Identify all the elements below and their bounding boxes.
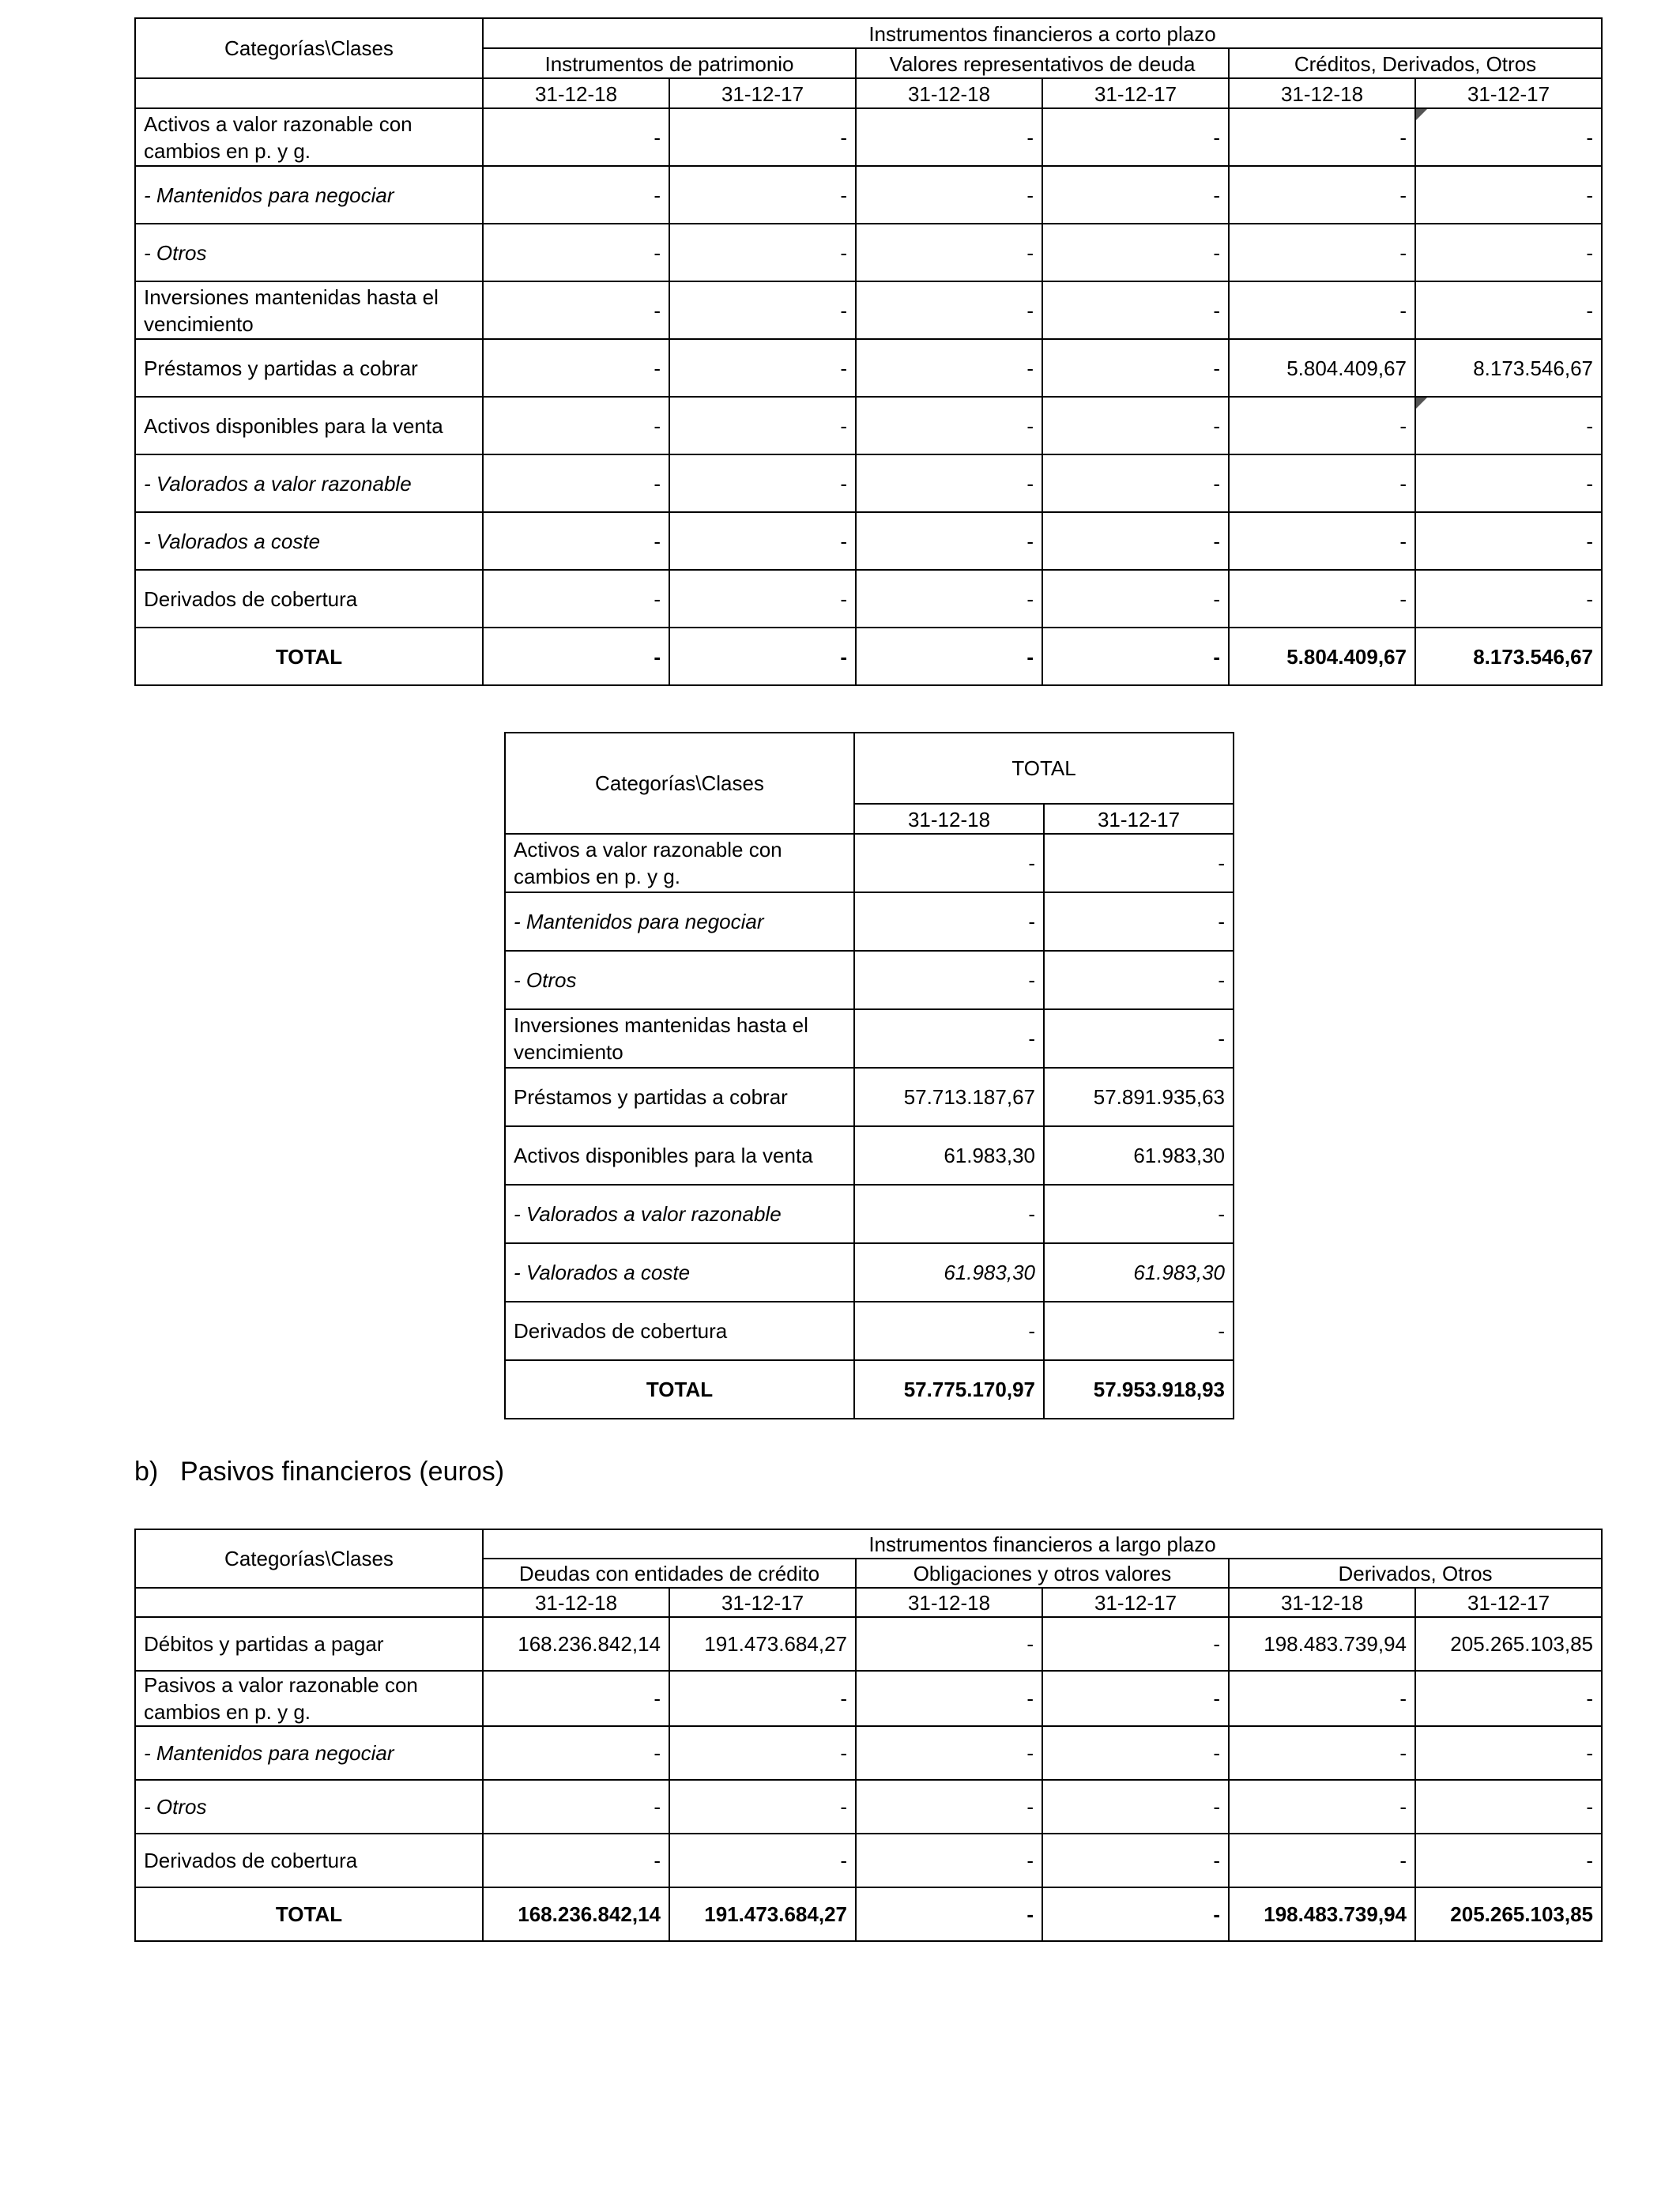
subgroup-header: Valores representativos de deuda: [856, 48, 1229, 78]
value-cell: -: [1229, 1726, 1415, 1780]
table-row: [505, 951, 1234, 1009]
total-value: -: [1042, 1887, 1229, 1941]
row-label: - Valorados a valor razonable: [135, 454, 483, 512]
empty-header-cell: [135, 1588, 483, 1617]
value-cell: 61.983,30: [1044, 1126, 1234, 1185]
category-header: Categorías\Clases: [135, 1529, 483, 1588]
date-header: 31-12-17: [1415, 78, 1602, 108]
table-row: [135, 224, 1602, 281]
value-cell: -: [856, 570, 1042, 628]
value-cell: -: [669, 1726, 856, 1780]
value-cell: -: [1044, 1009, 1234, 1068]
value-cell: -: [669, 1834, 856, 1887]
value-cell: 61.983,30: [854, 1243, 1044, 1302]
value-cell: -: [856, 339, 1042, 397]
row-label: Derivados de cobertura: [135, 1834, 483, 1887]
value-cell: -: [1042, 1617, 1229, 1671]
value-cell: -: [854, 1009, 1044, 1068]
value-cell: -: [856, 1617, 1042, 1671]
table-row: [135, 1671, 1602, 1726]
total-row: [135, 1887, 1602, 1941]
value-cell: 168.236.842,14: [483, 1617, 669, 1671]
value-cell: -: [1229, 166, 1415, 224]
table-row: [505, 892, 1234, 951]
date-header: 31-12-18: [1229, 1588, 1415, 1617]
value-cell: -: [483, 1834, 669, 1887]
value-cell: 198.483.739,94: [1229, 1617, 1415, 1671]
value-cell: -: [856, 166, 1042, 224]
value-cell: -: [1229, 570, 1415, 628]
section-letter: b): [134, 1457, 159, 1487]
date-header: 31-12-17: [1415, 1588, 1602, 1617]
value-cell: -: [1415, 1726, 1602, 1780]
table-row: [135, 1726, 1602, 1780]
row-label: - Otros: [505, 951, 854, 1009]
table-row: [505, 1185, 1234, 1243]
value-cell: -: [669, 1671, 856, 1726]
row-label: - Valorados a coste: [135, 512, 483, 570]
date-header: 31-12-17: [1042, 1588, 1229, 1617]
row-label: Pasivos a valor razonable con cambios en p. y g.: [135, 1671, 483, 1726]
value-cell: -: [856, 1834, 1042, 1887]
value-cell: -: [1415, 570, 1602, 628]
row-label: Derivados de cobertura: [505, 1302, 854, 1360]
value-cell: 5.804.409,67: [1229, 339, 1415, 397]
date-header: 31-12-18: [856, 1588, 1042, 1617]
value-cell: -: [856, 512, 1042, 570]
value-cell: -: [1042, 1671, 1229, 1726]
category-header: Categorías\Clases: [135, 18, 483, 78]
value-cell: -: [1415, 108, 1602, 166]
value-cell: 61.983,30: [854, 1126, 1044, 1185]
date-header: 31-12-18: [1229, 78, 1415, 108]
date-header: 31-12-17: [669, 78, 856, 108]
value-cell: -: [1044, 1302, 1234, 1360]
value-cell: -: [1042, 1780, 1229, 1834]
value-cell: -: [1415, 512, 1602, 570]
group-header: Instrumentos financieros a largo plazo: [483, 1529, 1602, 1559]
subgroup-header: Deudas con entidades de crédito: [483, 1559, 856, 1588]
value-cell: -: [483, 166, 669, 224]
value-cell: -: [669, 108, 856, 166]
value-cell: -: [856, 281, 1042, 339]
value-cell: -: [1415, 166, 1602, 224]
row-label: - Otros: [135, 224, 483, 281]
row-label: Activos a valor razonable con cambios en p. y g.: [505, 834, 854, 892]
value-cell: -: [669, 570, 856, 628]
total-label: TOTAL: [505, 1360, 854, 1419]
row-label: - Mantenidos para negociar: [505, 892, 854, 951]
value-cell: -: [1042, 397, 1229, 454]
value-cell: 8.173.546,67: [1415, 339, 1602, 397]
table-row: [135, 1617, 1602, 1671]
value-cell: -: [1415, 1834, 1602, 1887]
value-cell: -: [1042, 1726, 1229, 1780]
date-header: 31-12-18: [854, 804, 1044, 834]
value-cell: -: [483, 512, 669, 570]
date-header: 31-12-18: [483, 78, 669, 108]
value-cell: -: [856, 1671, 1042, 1726]
row-label: Inversiones mantenidas hasta el vencimiento: [505, 1009, 854, 1068]
value-cell: -: [1042, 570, 1229, 628]
total-row: [505, 1360, 1234, 1419]
value-cell: -: [1415, 1780, 1602, 1834]
table-row: [135, 281, 1602, 339]
table-row: [135, 1834, 1602, 1887]
row-label: Activos a valor razonable con cambios en p. y g.: [135, 108, 483, 166]
value-cell: -: [856, 454, 1042, 512]
value-cell: -: [1415, 454, 1602, 512]
value-cell: -: [669, 1780, 856, 1834]
total-financial-assets-table: [504, 732, 1234, 1419]
value-cell: -: [854, 951, 1044, 1009]
value-cell: -: [669, 397, 856, 454]
value-cell: -: [483, 1671, 669, 1726]
value-cell: 205.265.103,85: [1415, 1617, 1602, 1671]
value-cell: -: [669, 224, 856, 281]
total-value: 205.265.103,85: [1415, 1887, 1602, 1941]
row-label: Activos disponibles para la venta: [505, 1126, 854, 1185]
table-row: [505, 1009, 1234, 1068]
value-cell: -: [1229, 454, 1415, 512]
group-header: Instrumentos financieros a corto plazo: [483, 18, 1602, 48]
table-row: [135, 570, 1602, 628]
total-value: -: [856, 1887, 1042, 1941]
row-label: Activos disponibles para la venta: [135, 397, 483, 454]
subgroup-header: Derivados, Otros: [1229, 1559, 1602, 1588]
total-value: 198.483.739,94: [1229, 1887, 1415, 1941]
subgroup-header: Instrumentos de patrimonio: [483, 48, 856, 78]
value-cell: -: [1042, 166, 1229, 224]
table-row: [505, 1126, 1234, 1185]
value-cell: -: [854, 1185, 1044, 1243]
value-cell: -: [483, 570, 669, 628]
value-cell: -: [1229, 397, 1415, 454]
value-cell: -: [1044, 834, 1234, 892]
value-cell: -: [483, 1780, 669, 1834]
value-cell: 61.983,30: [1044, 1243, 1234, 1302]
table-row: [505, 1068, 1234, 1126]
section-heading: [134, 1456, 504, 1487]
table-row: [505, 1302, 1234, 1360]
value-cell: -: [669, 339, 856, 397]
value-cell: -: [1042, 512, 1229, 570]
value-cell: -: [856, 108, 1042, 166]
value-cell: -: [1229, 1834, 1415, 1887]
date-header: 31-12-17: [669, 1588, 856, 1617]
value-cell: -: [669, 281, 856, 339]
group-header: TOTAL: [854, 733, 1234, 804]
table-row: [135, 454, 1602, 512]
table-row: [505, 1243, 1234, 1302]
value-cell: -: [1229, 512, 1415, 570]
short-term-financial-assets-table: [134, 17, 1603, 686]
row-label: - Mantenidos para negociar: [135, 166, 483, 224]
row-label: - Valorados a valor razonable: [505, 1185, 854, 1243]
total-value: 191.473.684,27: [669, 1887, 856, 1941]
total-label: TOTAL: [135, 1887, 483, 1941]
date-header: 31-12-17: [1042, 78, 1229, 108]
value-cell: -: [483, 397, 669, 454]
value-cell: -: [1229, 224, 1415, 281]
value-cell: -: [1415, 1671, 1602, 1726]
value-cell: -: [854, 834, 1044, 892]
value-cell: -: [1415, 281, 1602, 339]
total-value: 8.173.546,67: [1415, 628, 1602, 685]
row-label: Inversiones mantenidas hasta el vencimiento: [135, 281, 483, 339]
row-label: Débitos y partidas a pagar: [135, 1617, 483, 1671]
table-row: [505, 834, 1234, 892]
value-cell: -: [1042, 454, 1229, 512]
value-cell: -: [1042, 1834, 1229, 1887]
row-label: Derivados de cobertura: [135, 570, 483, 628]
value-cell: -: [1042, 108, 1229, 166]
value-cell: -: [856, 397, 1042, 454]
total-row: [135, 628, 1602, 685]
value-cell: -: [1415, 224, 1602, 281]
value-cell: -: [856, 1780, 1042, 1834]
value-cell: 57.713.187,67: [854, 1068, 1044, 1126]
date-header: 31-12-18: [483, 1588, 669, 1617]
date-header: 31-12-17: [1044, 804, 1234, 834]
section-title: Pasivos financieros (euros): [180, 1457, 505, 1487]
value-cell: 57.891.935,63: [1044, 1068, 1234, 1126]
table-row: [135, 108, 1602, 166]
value-cell: -: [483, 1726, 669, 1780]
value-cell: -: [1229, 1671, 1415, 1726]
value-cell: -: [1229, 281, 1415, 339]
value-cell: -: [1042, 339, 1229, 397]
row-label: - Valorados a coste: [505, 1243, 854, 1302]
row-label: Préstamos y partidas a cobrar: [135, 339, 483, 397]
subgroup-header: Créditos, Derivados, Otros: [1229, 48, 1602, 78]
value-cell: -: [1042, 224, 1229, 281]
category-header: Categorías\Clases: [505, 733, 854, 834]
subgroup-header: Obligaciones y otros valores: [856, 1559, 1229, 1588]
total-value: 57.953.918,93: [1044, 1360, 1234, 1419]
value-cell: -: [854, 1302, 1044, 1360]
total-value: 57.775.170,97: [854, 1360, 1044, 1419]
total-value: -: [856, 628, 1042, 685]
total-value: -: [1042, 628, 1229, 685]
total-value: 168.236.842,14: [483, 1887, 669, 1941]
value-cell: -: [1229, 1780, 1415, 1834]
row-label: Préstamos y partidas a cobrar: [505, 1068, 854, 1126]
value-cell: -: [669, 166, 856, 224]
table-row: [135, 512, 1602, 570]
value-cell: -: [483, 108, 669, 166]
total-label: TOTAL: [135, 628, 483, 685]
value-cell: -: [1415, 397, 1602, 454]
total-value: 5.804.409,67: [1229, 628, 1415, 685]
value-cell: -: [483, 454, 669, 512]
empty-header-cell: [135, 78, 483, 108]
value-cell: 191.473.684,27: [669, 1617, 856, 1671]
value-cell: -: [856, 224, 1042, 281]
value-cell: -: [1044, 951, 1234, 1009]
table-row: [135, 339, 1602, 397]
value-cell: -: [669, 454, 856, 512]
value-cell: -: [669, 512, 856, 570]
value-cell: -: [483, 224, 669, 281]
date-header: 31-12-18: [856, 78, 1042, 108]
table-row: [135, 397, 1602, 454]
total-value: -: [669, 628, 856, 685]
value-cell: -: [1042, 281, 1229, 339]
table-row: [135, 166, 1602, 224]
row-label: - Otros: [135, 1780, 483, 1834]
value-cell: -: [1044, 1185, 1234, 1243]
value-cell: -: [483, 281, 669, 339]
value-cell: -: [1229, 108, 1415, 166]
row-label: - Mantenidos para negociar: [135, 1726, 483, 1780]
value-cell: -: [854, 892, 1044, 951]
value-cell: -: [856, 1726, 1042, 1780]
value-cell: -: [1044, 892, 1234, 951]
table-row: [135, 1780, 1602, 1834]
total-value: -: [483, 628, 669, 685]
value-cell: -: [483, 339, 669, 397]
long-term-financial-liabilities-table: [134, 1529, 1603, 1942]
